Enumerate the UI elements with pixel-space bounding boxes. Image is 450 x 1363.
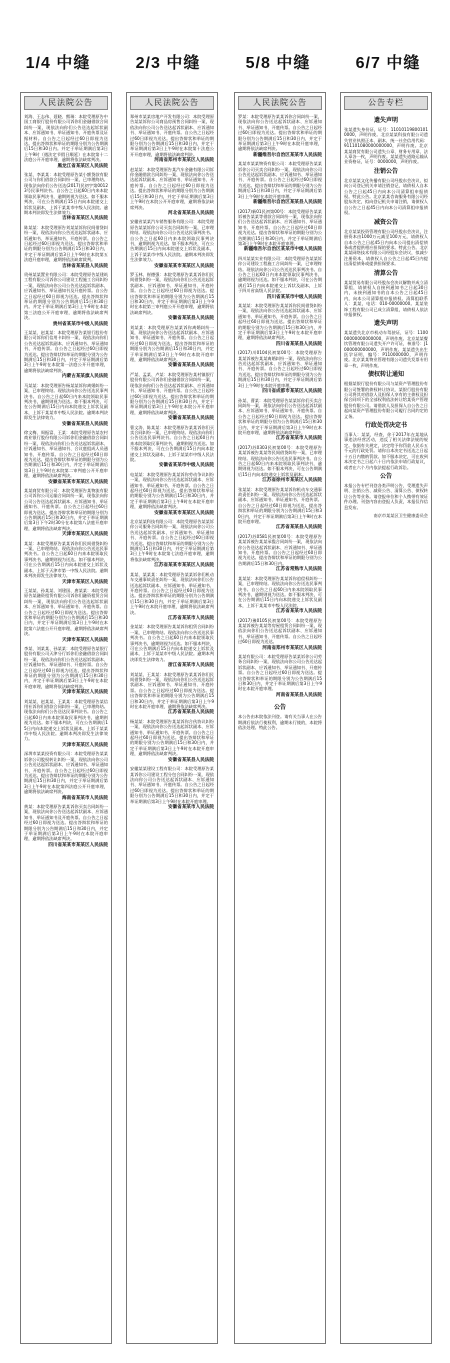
notice-block [130,719,214,763]
notice-block [130,272,214,322]
notice-block [344,270,428,318]
notice-block [130,167,214,217]
notice-text: 黄某：本院受理原告某某诉你买卖合同纠纷一案，现依法向你公告送达起诉状副本、应诉通知书、举证通知书及开庭传票。自公告之日起经过60日即视为送达。提出答辩状和举证的期限分别为公告期满后15日和30日内，并定于举证期满后第3日上午9时在本院开庭审理，逾期将依法缺席判决。 [24,803,108,842]
notice-block [130,425,214,469]
notice-block [344,168,428,216]
notice-text: 北京某某文化传播有限公司经股东会决议，拟向公司登记机关申请注销登记，请债权人自本公告之日起45日内向本公司清算组申报债权。特此公告。北京某某咨询服务有限公司经股东决定，拟向登记机关申请注销，请债权人自公告之日起45日内向本公司清算组申报债权。 [344,177,428,216]
column-3-footer [238,701,322,730]
notice-block [344,473,428,510]
notice-signature: 内蒙古某某旗人民法院 [62,374,108,380]
notice-signature: 河南省郑州市某某区人民法院 [262,645,322,651]
notice-text: (2017)豫0105民初第00号：本院受理原告某某诉被告某某等房屋租赁合同纠纷一案，现依法向你们公告送达起诉状副本、应诉通知书、举证通知书、开庭传票。自公告之日起经过60日即视为送达。 [238,617,322,645]
notice-block [238,576,322,615]
notice-text: 李某、刘某某、孙某某：本院受理原告某银行股份有限公司天津分行诉你们金融借款合同纠纷一案，现依法向你们公告送达起诉状副本、应诉通知书、举证通知书、开庭传票。自公告之日起经过60日即视为送达，提出答辩状和举证的期限分别为公告期满后15日和30日内，并定于举证期满后第3日上午9时在本院开庭审理，逾期将依法缺席判决。 [24,645,108,689]
column-1 [20,92,112,1344]
column-3 [234,92,326,1344]
notice-text: 某某贸易有限公司经股东会决议解散并成立清算组，请债权人自接到通知书之日起30日内，未接到通知书的自本公告之日起45日内，向本公司清算组申报债权。清算组联系人：某某，电话：010-00000000。某某装饰工程有限公司已成立清算组，请债权人依法申报债权。 [344,279,428,317]
notice-title: 清算公告 [373,269,398,277]
notice-text: 金某某：本院受理原告某某诉你租赁合同纠纷一案，已审理终结。现依法向你公告送达民事判决书。自公告之日起60日内来本院领取民事判决书，逾期则视为送达。如不服本判决，可在公告期满后15日内向本院递交上诉状及副本，上诉于某某市中级人民法院。逾期本判决即发生法律效力。 [130,624,214,662]
notice-signature: 安徽省某某县人民法院 [168,416,214,422]
notice-block [130,624,214,668]
notice-block [130,572,214,622]
notice-signature: 四川省某某市某某区人民法院 [48,842,108,848]
notice-block [238,256,322,300]
notice-signature: 江苏省某某县人民法院 [168,710,214,716]
notice-signature: 新疆维吾尔自治区某某市中级人民法院 [243,247,322,253]
notice-signature: 安徽省某某市某某区人民法院 [154,510,214,516]
notice-title: 行政处罚决定书 [364,422,407,430]
notice-block [130,325,214,369]
notice-text: 某某某：本院受理原告某某诉你追偿权纠纷一案，已审理终结。现依法向你公告送达民事判决书。自公告之日起60日内来本院领取民事判决书，逾期则视为送达。如不服本判决，可在公告期满后15日内向本院递交上诉状及副本，上诉于某某市中级人民法院。 [238,575,322,608]
notice-block [344,422,428,470]
notice-text: 严某、孟某、卢某：本院受理原告某村镇银行股份有限公司诉你们金融借款合同纠纷一案，现依法向你们公告送达起诉状副本、应诉通知书、举证通知书、开庭传票。自公告之日起经过60日即视为送达。提出答辩状和举证的期限分别为公告期满后15日和30日内，并定于举证期满后第3日上午9时在本院公开开庭审理，逾期将依法缺席判决。 [130,371,214,415]
notice-signature: 天津市某某区人民法院 [62,637,108,643]
notice-signature: 江苏省常熟市人民法院 [276,567,322,573]
column-4 [340,92,432,1344]
notice-signature: 江苏省某某市人民法院 [276,609,322,615]
notice-text: 刘某某：本院受理原告某某诉你离婚纠纷一案，现依法向你公告送达起诉状副本、应诉通知书、举证通知书、开庭传票。自公告之日起经过60日即视为送达。提出答辩状和举证的期限分别为公告期满后15日和30日内，并定于举证期满后第3日上午9时在本院开庭审理，逾期将依法缺席判决。 [130,324,214,363]
notice-text: 刘某某、王某某：本院受理原告某某诉你们民间借贷纠纷一案，现依法向你们公告送达起诉状副本、应诉通知书、举证通知书、开庭传票。自公告之日起经过60日即视为送达。提出答辩状和举证的期限分别为公告期满后15日和30日内，并定于举证期满后第3日上午9时在本院开庭审理，逾期将依法缺席判决。 [130,671,214,710]
notice-block [130,672,214,716]
column-3-body [238,114,322,701]
notice-signature: 江苏省某某市人民法院 [168,615,214,621]
notice-text: 安徽某某建设工程有限公司：本院受理原告某某诉你公司建设工程分包合同纠纷一案，现依法向你公司公告送达起诉状副本、应诉通知书、举证通知书、开庭传票。自公告之日起经过60日即视为送达。提出答辩状和举证的期限分别为公告期满后15日和30日内，并定于举证期满后第3日上午9时在本院开庭审理。 [130,766,214,804]
notice-block [130,519,214,569]
notice-signature: 吉林省某某县人民法院 [62,263,108,269]
notice-signature: 安徽省某某县人民法院 [168,363,214,369]
column-labels [0,50,450,80]
notice-title: 遗失声明 [373,117,398,124]
notice-signature: 江苏省某某市人民法院 [276,436,322,442]
notice-text: (2017)新01民初第00号：本院受理原告某某诉被告某某等借款合同纠纷一案，现依法向你们公告送达起诉状副本、应诉通知书、举证通知书、开庭传票。自公告之日起经过60日即视为送达。提出答辩状和举证的期限分别为公告期满后15日和30日内，并定于举证期满后第3日上午9时在本院开庭审理。 [238,208,322,246]
column-2-heading: 人民法院公告 [130,96,214,110]
notice-block [238,303,322,347]
notice-signature: 安徽省某某市中级人民法院 [158,463,214,469]
notice-text: 本报公告专栏刊登各类声明公告，受理遗失声明、注销公告、减资公告、清算公告、债权转让公告等业务。请登报单位和个人携带有效证件办理。刊登内容由登报人负责，本报仅作信息发布。 [344,482,428,510]
notice-block [238,534,322,573]
notice-text: 当事人：某某，经查，你于2017年在某地从事违法经营活动，违反了相关法律法规的规定。依据有关规定，决定给予你罚款人民币五千元的行政处罚。请你自本决定书送达之日起十五日内缴纳罚款。如不服本决定，可在收到本决定书之日起六十日内依法申请行政复议，或者在六个月内依法提起行政诉讼。 [344,432,428,470]
notice-text: 孙某、曹某：本院受理原告某某诉你们买卖合同纠纷一案，现依法向你们公告送达起诉状副本、应诉通知书、举证通知书、开庭传票。自公告之日起经过60日即视为送达。提出答辩状和举证的期限分别为公告期满后15日和30日内，并定于举证期满后第3日上午9时在本院开庭审理，逾期将依法缺席判决。 [238,397,322,435]
notice-signature: 安徽省某某市某某区人民法院 [154,263,214,269]
column-4-signature: 南京市某某区卫生健康委员会 [373,512,428,518]
notice-text: 张某遗失身份证，证号：110101198001010000，声明作废。北京某某科技有限公司遗失营业执照正本、副本，统一社会信用代码：911101080000000000，声明作废。北京某某商贸有限公司遗失公章、财务专用章、法人章各一枚，声明作废。某某遗失道路运输从业资格证，证号：0000000，声明作废。 [344,127,428,165]
notice-signature: 江苏省徐州市某某区人民法院 [262,478,322,484]
notice-signature: 江苏省某某市某某区人民法院 [154,563,214,569]
column-3-heading: 人民法院公告 [238,96,322,110]
notice-text: 张某某：本院受理原告某某诉你机动车交通事故责任纠纷一案，现依法向你公告送达起诉状副本、应诉通知书、举证通知书、开庭传票。自公告之日起经过60日即视为送达。提出答辩状和举证的期限分别为公告期满后15日和30日内，并定于举证期满后第3日上午9时在本院开庭审理。 [238,486,322,525]
notice-text: 张某、李某某：本院受理原告某小额贷款有限公司与你们借款合同纠纷一案，已审理终结。现依法向你们公告送达(2017)民初字第00123号民事判决书。自公告之日起60日内来本院领取民事判决书，逾期则视为送达。如不服本判决，可在公告期满后15日内向本院递交上诉状及副本，上诉于某某市中级人民法院。逾期本判决即发生法律效力。 [24,172,108,215]
notice-signature: 四川省某某市中级人民法院 [266,294,322,300]
column-label-1: 1/4 中缝 [25,55,91,72]
notice-signature: 河南省郑州市某某区人民法院 [154,158,214,164]
notice-text: 贵州某某置业有限公司：本院受理原告某建筑工程有限公司诉你公司建设工程施工合同纠纷一案，现依法向你公司公告送达起诉状副本、应诉通知书、举证通知书及开庭传票。自公告之日起经过60日即视为送达。提出答辩状和举证的期限分别为公告期满后15日和30日内。并定于举证期满后第3日上午9时在本院第三法庭公开开庭审理，逾期将依法缺席判决。 [24,271,108,321]
notice-text: 罗某：本院受理原告某某诉你合同纠纷一案，现依法向你公告送达起诉状副本、应诉通知书、举证通知书、开庭传票。自公告之日起经过60日即视为送达。提出答辩状和举证的期限分别为公告期满后15日和30日内，并定于举证期满后第3日上午9时在本院开庭审理，逾期将依法缺席判决。 [238,114,322,152]
notice-block [238,445,322,484]
column-1-heading: 人民法院公告 [24,96,108,110]
notice-block [238,114,322,158]
notice-text: 某某市某某物资有限公司：本院受理原告某某诉你公司买卖合同纠纷一案，现依法向你公司公告送达起诉状副本、应诉通知书、举证通知书、开庭传票。自公告之日起经过60日即视为送达。提出答辩状和举证的期限分别为公告期满后15日和30日内，并定于举证期满后第3日上午9时在本院开庭审理。 [238,161,322,199]
notice-block [130,114,214,164]
notice-text: 某某：本院受理原告某某诉你们民间借贷纠纷一案，已审理终结。现依法向你公告送达民事判决书。自公告之日起60日内来本院领取民事判决书，逾期则视为送达。如不服本判决，可在公告期满后15日内向本院递交上诉状及副本，上诉于天津市第一中级人民法院。逾期本判决即发生法律效力。 [24,540,108,579]
notice-block [344,117,428,165]
notice-signature: 天津市某某区人民法院 [62,579,108,585]
notice-block [238,350,322,394]
notice-block [24,330,108,380]
column-4-heading: 公告专栏 [344,96,428,110]
notice-block [24,488,108,538]
notice-text: 深圳市某某投资有限公司：本院受理原告某某诉你公司股权转让纠纷一案，现依法向你公司公告送达起诉状副本、应诉通知书、举证通知书、开庭传票。自公告之日起经过60日即视为送达。提出答辩状和举证的期限分别为公告期满后15日和30日内，并定于举证期满后第3日上午9时在本院第四法庭公开开庭审理，逾期将依法缺席判决。 [24,751,108,795]
notice-block [238,209,322,253]
notice-text: 杨某某：本院受理原告某某诉你合伙协议纠纷一案，现依法向你公告送达起诉状副本、应诉通知书、举证通知书、开庭传票。自公告之日起经过60日即视为送达。提出答辩状和举证的期限分别为公告期满后15日和30日内，并定于举证期满后第3日上午9时在本院开庭审理，逾期将依法缺席判决。 [130,718,214,757]
notice-signature: 江苏省某某县人民法院 [276,525,322,531]
notice-text: 刘某某、赵某某、王某某：本院受理原告某信用社诉你们借款合同纠纷一案，已审理终结。现依法向你们公告送达民事判决书。自公告之日起60日内来本院领取民事判决书，逾期则视为送达。如不服本判决，可在公告期满后15日内向本院递交上诉状及副本，上诉于某某市中级人民法院。逾期本判决即发生法律效力。 [24,698,108,742]
column-label-4: 6/7 中缝 [355,55,421,72]
column-label-3: 5/8 中缝 [245,55,311,72]
notice-text: 马某某：本院受理原告杨某某诉你离婚纠纷一案，已审理终结。现依法向你公告送达民事判决书。自公告之日起60日内来本院领取民事判决书，逾期则视为送达。如不服本判决，可在公告期满后15日内向本院递交上诉状及副本，上诉于某某市中级人民法院。逾期本判决即发生法律效力。 [24,382,108,421]
notice-text: 王某某、孙某某、刘建国、唐某某：本院受理原告某融资租赁有限公司诉你们融资租赁合同纠纷一案，现依法向你们公告送达起诉状副本、应诉通知书、举证通知书、开庭传票。自公告之日起经过60日即视为送达。提出答辩状和举证的期限分别为公告期满后15日和30日内，并定于举证期满后第3日上午9时在本院第六法庭公开开庭审理，逾期将依法缺席判决。 [24,587,108,637]
notice-block [24,172,108,222]
notice-signature: 贵州省某某市中级人民法院 [52,321,108,327]
notice-block [24,114,108,169]
notice-signature: 天津市某某区人民法院 [62,742,108,748]
notice-text: 某某某：本院受理原告某某诉你民间借贷纠纷一案，现依法向你公告送达起诉状副本、应诉通知书、举证通知书、开庭传票。自公告之日起经过60日即视为送达。提出答辩状和举证的期限分别为公告期满后15日和30日内，并定于举证期满后第3日上午9时在本院开庭审理，逾期将依法缺席判决。 [238,303,322,341]
notice-text: 某某有限公司：本院受理原告某某诉你公司劳务合同纠纷一案，现依法向你公司公告送达起诉状副本、应诉通知书、举证通知书、开庭传票。自公告之日起经过60日即视为送达。提出答辩状和举证的期限分别为公告期满后15日和30日内，并定于举证期满后第3日上午9时在本院开庭审理。 [238,653,322,692]
notice-block [238,398,322,442]
notice-text: 北京某某投资管理有限公司经股东会决议，注册资本由1000万元减至100万元，请债权人自本公告之日起45日内向本公司提出清偿债务或者提供相应担保的要求。特此公告。北京某某网络技术有限公司经股东会决议，拟减少注册资本，请债权人自公告之日起45日内提出清偿债务或提供担保要求。 [344,228,428,267]
notice-block [238,654,322,698]
notice-title: 遗失声明 [373,320,398,328]
notice-text: 王某某、赵某某：本院受理原告某银行股份有限公司诉你们信用卡纠纷一案，现依法向你们公告送达起诉状副本、应诉通知书、举证通知书、开庭传票。自公告之日起经过60日即视为送达。提出答辩状和举证的期限分别为公告期满后15日和30日内，并定于举证期满后第3日上午9时在本院第一法庭公开开庭审理，逾期将依法缺席判决。 [24,330,108,373]
notice-signature: 黑龙江省某某区人民法院 [57,163,108,169]
notice-signature: 安徽省某某市人民法院 [168,804,214,810]
notice-signature: 浙江省某某市人民法院 [168,663,214,669]
notice-text: 郑州市某某房地产开发有限公司：本院受理原告某某诉你公司商品房预售合同纠纷一案，现依法向你公司公告送达起诉状副本、应诉通知书、举证通知书、开庭传票。自公告之日起经过60日即视为送达。提出答辩状和举证的期限分别为公告期满后15日和30日内，并定于举证期满后第3日上午9时在本院第十法庭公开开庭审理，逾期将依法缺席判决。 [130,114,214,157]
notice-title: 注销公告 [373,167,398,175]
notice-text: 某某遗失北京市机动车驾驶证，证号：110000000000000000，声明作废。北京某某餐饮管理有限公司遗失开户许可证，核准号：J1000000000000，声明作废。某某遗失出生医学证明，编号：P110000000，声明作废。北京某某物业管理有限公司遗失发票专用章一枚，声明作废。 [344,330,428,368]
notice-block [344,371,428,419]
column-3-footer-text: 本公告由本院依法刊登。请有关当事人在公告期满后依法行使权利，逾期未行使的，本院将依法处理。特此公告。 [238,714,322,731]
notice-title: 公告 [379,472,392,480]
column-3-footer-title: 公告 [273,704,286,712]
notice-signature: 新疆维吾尔自治区某某县人民法院 [253,200,322,206]
column-4-footer [344,513,428,518]
notice-signature: 安徽省某某市某某区人民法院 [48,479,108,485]
notice-block [24,699,108,749]
notice-block [24,272,108,327]
notice-block [344,219,428,267]
notice-text: 某某商贸有限公司：本院受理原告某物流有限公司诉你公司运输合同纠纷一案，现依法向你公司公告送达起诉状副本、应诉通知书、举证通知书、开庭传票。自公告之日起经过60日即视为送达。提出答辩状和举证的期限分别为公告期满后15日和30日内，并定于举证期满后第3日下午2时30分在本院第八法庭开庭审理，逾期将依法缺席判决。 [24,488,108,531]
notice-block [24,225,108,269]
notice-text: 根据某银行股份有限公司与某资产管理股份有限公司签署的债权转让协议，某银行股份有限公司将其对借款人及担保人享有的主债权及担保合同项下的全部权利依法转让给某资产管理股份有限公司。请借款人及担保人自公告之日起向某资产管理股份有限公司履行合同约定的义务。 [344,381,428,419]
notice-text: 安徽省某某汽车销售服务有限公司：本院受理原告某某诉你公司买卖合同纠纷一案，已审理终结。现依法向你公司公告送达民事判决书。自公告之日起60日内来本院领取民事判决书，逾期则视为送达。如不服本判决，可在公告期满后15日内向本院递交上诉状及副本，上诉于某某市中级人民法院。逾期本判决即发生法律效力。 [130,219,214,263]
notice-block [130,372,214,422]
notice-text: 陈某某：本院受理原告刘某某诉你民间借贷纠纷一案，现依法向你公告送达起诉状副本、应诉通知书、举证通知书、开庭传票。自公告之日起经过60日即视为送达。提出答辩状和举证的期限分别为公告期满后15日和30日内，并定于举证期满后第3日上午9时在本院第五法庭开庭审理，逾期将依法缺席裁判。 [24,224,108,263]
column-4-body [344,114,428,513]
notice-text: 北京某某科技有限公司：本院受理原告某某诉你公司服务合同纠纷一案，现依法向你公司公告送达起诉状副本、应诉通知书、举证通知书、开庭传票。自公告之日起经过60日即视为送达。提出答辩状和举证的期限分别为公告期满后15日和30日内，并定于举证期满后第3日上午9时在本院第七法庭开庭审理，逾期将依法缺席判决。 [130,519,214,562]
notice-block [238,161,322,205]
notice-text: 赵某某：本院受理原告某汽车金融有限公司诉你金融借款合同纠纷一案，现依法向你公告送达起诉状副本、应诉通知书、举证通知书、开庭传票。自公告之日起经过60日即视为送达。提出答辩状和举证的期限分别为公告期满后15日和30日内，并定于举证期满后第3日上午9时在本院公开开庭审理，逾期将依法缺席判决。 [130,166,214,210]
notice-text: 某某、某某某：本院受理原告某某诉你们机动车交通事故责任纠纷一案，现依法向你们公告送达起诉状副本、应诉通知书、举证通知书、开庭传票。自公告之日起经过60日即视为送达。提出答辩状和举证的期限分别为公告期满后15日和30日内，并定于举证期满后第3日上午9时在本院开庭审理，逾期将依法缺席判决。 [130,571,214,615]
notice-signature: 新疆维吾尔自治区某某市人民法院 [253,152,322,158]
notice-block [238,487,322,531]
notice-signature: 安徽省某某县人民法院 [168,757,214,763]
notice-signature: 河南省某某县人民法院 [276,692,322,698]
notice-title: 减资公告 [373,218,398,226]
notice-block [24,430,108,485]
column-2-body [130,114,214,813]
notice-text: (2017)川0104民初第00号：本院受理原告某某诉被告某某离婚纠纷一案，现依法向你公告送达起诉状副本、应诉通知书、举证通知书、开庭传票。自公告之日起经过60日即视为送达。提出答辩状和举证的期限分别为公告期满后15日和30日内，并定于举证期满后第3日上午9时在本院开庭审理。 [238,350,322,388]
notice-text: (2017)苏0581民初第00号：本院受理原告某某诉被告某某承揽合同纠纷一案，现依法向你公告送达起诉状副本、应诉通知书、举证通知书、开庭传票。自公告之日起经过60日即视为送达。提出答辩状和举证的期限分别为公告期满后15日和30日内。 [238,533,322,566]
notice-block [344,320,428,368]
notice-block [130,219,214,269]
notice-block [130,766,214,810]
notice-signature: 四川省某某县人民法院 [276,341,322,347]
notice-text: 徐文梅、周振富、王某：本院受理原告某农村商业银行股份有限公司诉你们金融借款合同纠纷一案，现依法向你们公告送达起诉状副本、应诉通知书、举证通知书、合议庭组成人员通知书、开庭传票。自公告之日起经过60日即视为送达。提出答辩状和举证的期限分别为公告期满后15日和30日内，并定于举证期满后第3日上午9时在本院第二审判庭公开开庭审理，逾期将依法缺席判决。 [24,429,108,479]
column-1-body [24,114,108,851]
notice-block [130,472,214,516]
notice-signature: 河北省某某县人民法院 [168,210,214,216]
notice-signature: 吉林省某某区人民法院 [62,216,108,222]
notice-block [24,751,108,801]
notice-signature: 天津市某某区人民法院 [62,690,108,696]
notice-block [24,383,108,427]
notice-title: 债权转让通知 [367,371,404,379]
notice-block [24,804,108,848]
notice-text: 刘海、王志伟、聂晓、熊瑞：本院受理原告中国工商银行股份有限公司诉你们金融借款合同纠纷一案，现依法向你们公告送达起诉状副本、应诉通知书、举证通知书、开庭传票及证据材料。自公告之日起经过60日即视为送达。提出答辩状和举证的期限分别为公告期满后15日和30日内。并定于举证期满后第3日上午9时（遇法定节假日顺延）在本院第十二法庭公开开庭审理，逾期将依法缺席判决。 [24,114,108,163]
notice-signature: 安徽省某某县人民法院 [62,421,108,427]
notice-signature: 天津市某某区人民法院 [62,532,108,538]
notice-text: (2017)苏0303民初第00号：本院受理原告某某诉被告某某等民间借贷纠纷一案，已审理终结。现依法向你公告送达民事判决书。自公告之日起60日内来本院领取民事判决书，逾期则视为送达。如不服本判决，可在公告期满后15日内向本院递交上诉状及副本。 [238,444,322,477]
column-2 [126,92,218,1344]
notice-text: 曹文涛、陈某某：本院受理原告某某诉你们买卖合同纠纷一案，已审理终结。现依法向你们公告送达民事判决书。自公告之日起60日内来本院领取民事判决书，逾期则视为送达。如不服本判决，可在公告期满后15日内向本院递交上诉状及副本，上诉于某某市中级人民法院。 [130,424,214,462]
column-label-2: 2/3 中缝 [135,55,201,72]
notice-text: 电某某：本院受理原告某某诉你劳动争议纠纷一案，现依法向你公告送达起诉状副本、应诉通知书、举证通知书、开庭传票。自公告之日起经过60日即视为送达。提出答辩状和举证的期限分别为公告期满后15日和30日内，并定于举证期满后第3日上午9时在本院开庭审理，逾期将依法缺席判决。 [130,471,214,510]
notice-block [24,588,108,643]
notice-text: 罗玉林、崔德强：本院受理原告某某诉你们民间借贷纠纷一案，现依法向你们公告送达起诉状副本、应诉通知书、举证通知书、开庭传票。自公告之日起经过60日即视为送达。提出答辩状和举证的期限分别为公告期满后15日和30日内，并定于举证期满后第3日上午9时在本院第三审判庭公开开庭审理，逾期将依法缺席判决。 [130,271,214,315]
notice-signature: 四川省成都市某某区人民法院 [262,389,322,395]
notice-text: 四川某某实业有限公司：本院受理原告某某诉你公司建设工程施工合同纠纷一案，已审理终结。现依法向你公司公告送达民事判决书。自公告之日起60日内来本院领取民事判决书，逾期则视为送达。如不服本判决，可在公告期满后15日内向本院递交上诉状及副本，上诉于四川省高级人民法院。 [238,255,322,294]
notice-signature: 安徽省某某县人民法院 [168,316,214,322]
notice-signature: 海南省某某市人民法院 [62,795,108,801]
notice-block [238,618,322,651]
notice-block [24,541,108,585]
notice-block [24,646,108,696]
